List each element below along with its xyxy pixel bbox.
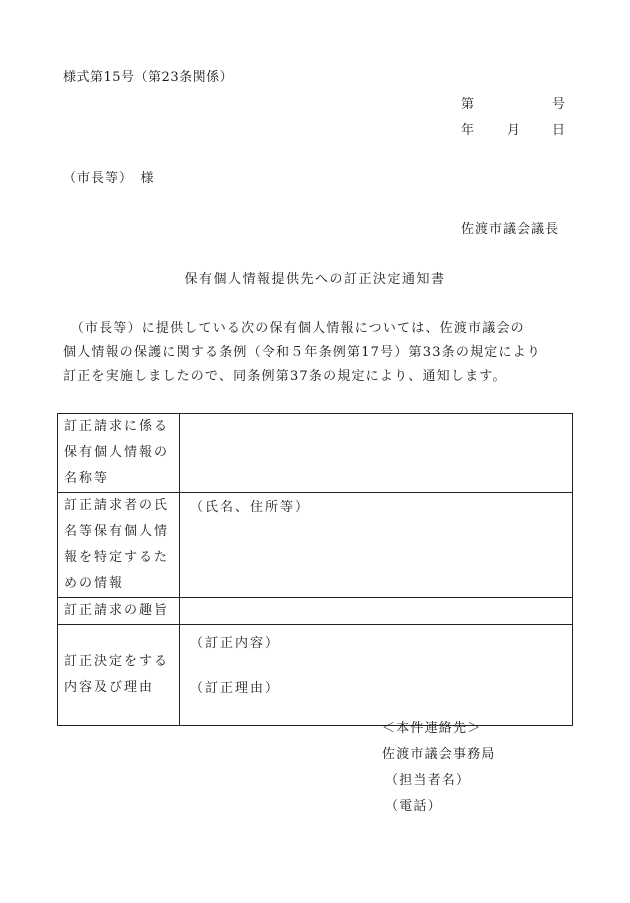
row-content [180,598,573,625]
contact-heading: ＜本件連絡先＞ [382,721,482,736]
document-title: 保有個人情報提供先への訂正決定通知書 [184,272,446,287]
content-hint: （氏名、住所等） [190,500,311,515]
row-content [180,493,573,598]
table-row [58,598,573,625]
date-year: 年 [461,123,475,138]
form-number: 様式第15号（第23条関係） [63,70,234,85]
content-hint: （訂正内容） [190,636,281,651]
table-row [58,414,573,493]
contact-person: （担当者名） [385,773,471,788]
row-label: 訂正請求の趣旨 [58,598,180,625]
addressee: （市長等） 様 [63,171,155,186]
contact-phone: （電話） [385,799,442,814]
number-prefix: 第 [461,97,475,112]
date-month: 月 [507,123,521,138]
contact-block [382,716,496,820]
contact-office: 佐渡市議会事務局 [382,747,496,762]
body-line: 個人情報の保護に関する条例（令和５年条例第17号）第33条の規定により [63,345,542,360]
date-line [461,119,565,137]
number-suffix: 号 [551,97,565,112]
table-row [58,493,573,598]
table-row [58,625,573,726]
details-table [57,413,573,726]
row-label: 訂正請求に係る 保有個人情報の 名称等 [58,414,180,493]
row-label: 訂正決定をする 内容及び理由 [58,625,180,726]
body-text [63,317,573,389]
body-line: 訂正を実施しましたので、同条例第37条の規定により、通知します。 [63,369,507,384]
content-hint: （訂正理由） [190,681,281,696]
sender: 佐渡市議会議長 [461,222,560,237]
body-line: （市長等）に提供している次の保有個人情報については、佐渡市議会の [63,321,525,336]
row-label: 訂正請求者の氏 名等保有個人情 報を特定するた めの情報 [58,493,180,598]
row-content [180,414,573,493]
row-content [180,625,573,726]
date-day: 日 [551,123,565,138]
